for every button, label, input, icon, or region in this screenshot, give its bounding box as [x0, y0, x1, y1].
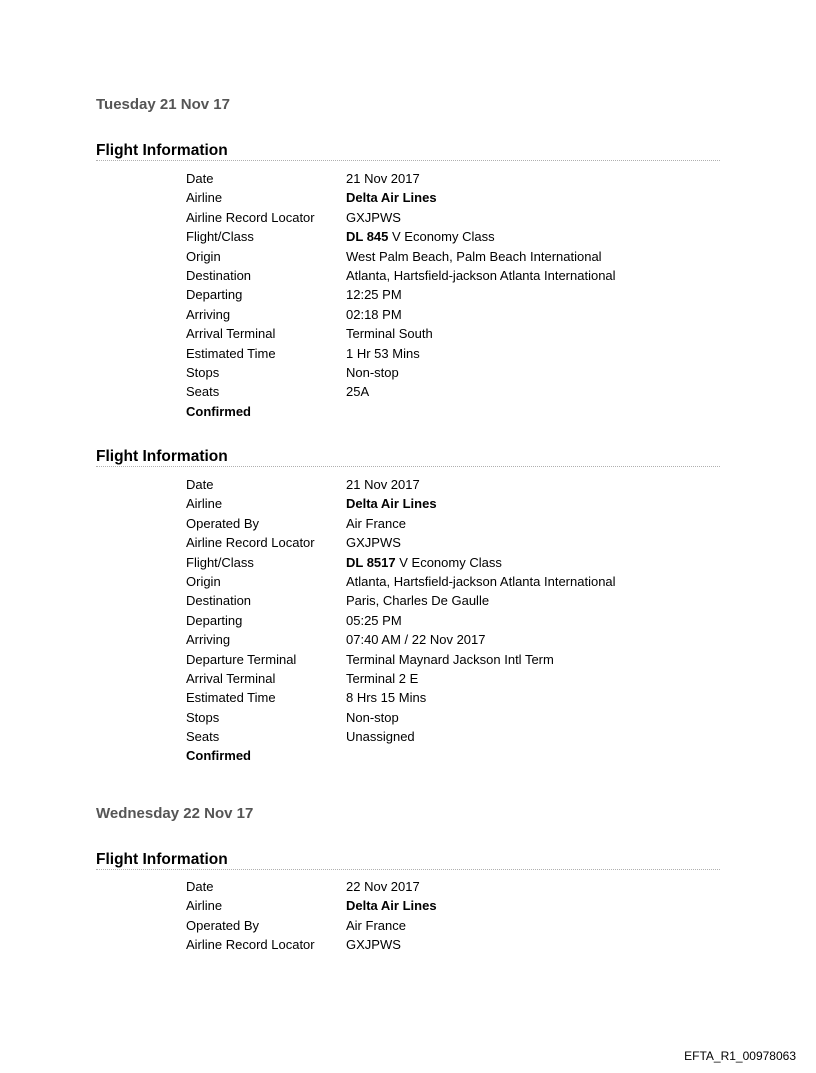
row-label: Origin — [186, 248, 221, 264]
day-heading: Wednesday 22 Nov 17 — [96, 805, 254, 822]
row-value: Terminal Maynard Jackson Intl Term — [346, 651, 554, 667]
flight-number: DL 8517 — [346, 554, 396, 570]
row-label: Arriving — [186, 306, 231, 322]
class-text: V Economy Class — [388, 229, 495, 245]
row-value: Non-stop — [346, 709, 399, 725]
row-value: Atlanta, Hartsfield-jackson Atlanta International — [346, 267, 616, 283]
row-value: Atlanta, Hartsfield-jackson Atlanta International — [346, 573, 616, 589]
row-label: Destination — [186, 267, 252, 283]
flight-number: DL 845 — [346, 229, 389, 245]
row-value: GXJPWS — [346, 209, 401, 225]
row-label: Flight/Class — [186, 229, 254, 245]
row-value: Terminal 2 E — [346, 670, 419, 686]
row-label: Arrival Terminal — [186, 670, 276, 686]
flight-info-heading: Flight Information — [96, 448, 720, 467]
row-value: Air France — [346, 917, 406, 933]
row-label: Seats — [186, 729, 220, 745]
row-value: GXJPWS — [346, 937, 401, 953]
row-value: West Palm Beach, Palm Beach International — [346, 248, 602, 264]
airline-value: Delta Air Lines — [346, 496, 437, 512]
row-label: Departing — [186, 612, 243, 628]
row-label: Airline — [186, 190, 223, 206]
row-label: Origin — [186, 573, 221, 589]
row-label: Airline — [186, 496, 223, 512]
row-value: Paris, Charles De Gaulle — [346, 593, 490, 609]
row-label: Airline Record Locator — [186, 535, 315, 551]
row-label: Departing — [186, 287, 243, 303]
class-text: V Economy Class — [395, 554, 502, 570]
row-label: Stops — [186, 364, 220, 380]
row-label: Date — [186, 477, 214, 492]
row-value: 25A — [346, 384, 370, 400]
row-value: Unassigned — [346, 729, 415, 745]
row-label: Arrival Terminal — [186, 326, 276, 342]
row-value: 21 Nov 2017 — [346, 477, 420, 492]
flight-info-heading: Flight Information — [96, 851, 720, 870]
document-id: EFTA_R1_00978063 — [684, 1049, 796, 1063]
row-label: Stops — [186, 709, 220, 725]
row-label: Arriving — [186, 632, 231, 648]
row-value: 21 Nov 2017 — [346, 171, 420, 186]
row-value: Non-stop — [346, 364, 399, 380]
airline-value: Delta Air Lines — [346, 190, 437, 206]
confirmed-status: Confirmed — [186, 748, 251, 764]
row-label: Estimated Time — [186, 690, 276, 706]
row-label: Flight/Class — [186, 554, 254, 570]
row-value: 8 Hrs 15 Mins — [346, 690, 427, 706]
row-value: 12:25 PM — [346, 287, 402, 303]
row-label: Airline — [186, 898, 223, 914]
row-value: 05:25 PM — [346, 612, 402, 628]
row-label: Airline Record Locator — [186, 209, 315, 225]
row-value: 22 Nov 2017 — [346, 879, 420, 894]
row-value: GXJPWS — [346, 535, 401, 551]
row-value: 02:18 PM — [346, 306, 402, 322]
flight-class-value — [346, 553, 502, 572]
row-label: Operated By — [186, 917, 259, 933]
row-label: Departure Terminal — [186, 651, 297, 667]
row-value: Terminal South — [346, 326, 433, 342]
row-label: Airline Record Locator — [186, 937, 315, 953]
airline-value: Delta Air Lines — [346, 898, 437, 914]
flight-class-value — [346, 227, 495, 246]
row-label: Date — [186, 879, 214, 894]
row-label: Seats — [186, 384, 220, 400]
row-label: Estimated Time — [186, 345, 276, 361]
row-value: Air France — [346, 515, 406, 531]
confirmed-status: Confirmed — [186, 403, 251, 419]
day-heading: Tuesday 21 Nov 17 — [96, 96, 230, 113]
row-value: 07:40 AM / 22 Nov 2017 — [346, 632, 486, 648]
row-label: Date — [186, 171, 214, 186]
row-label: Destination — [186, 593, 252, 609]
row-label: Operated By — [186, 515, 259, 531]
row-value: 1 Hr 53 Mins — [346, 345, 420, 361]
flight-info-heading: Flight Information — [96, 142, 720, 161]
